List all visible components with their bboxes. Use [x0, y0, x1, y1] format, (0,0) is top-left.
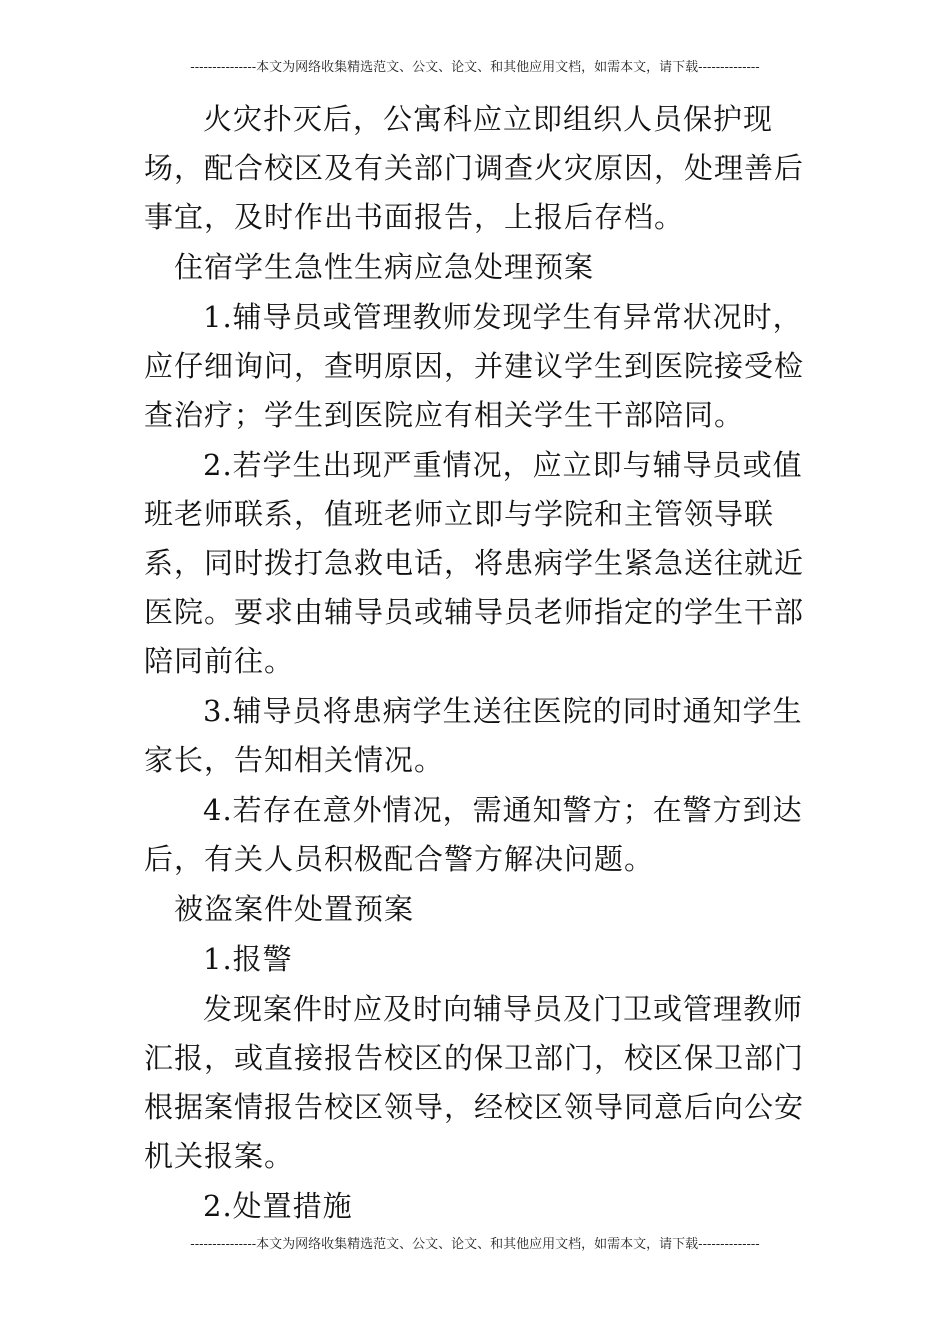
- paragraph-illness-step-2: 2.若学生出现严重情况，应立即与辅导员或值班老师联系，值班老师立即与学院和主管领导联系，同时拨打急救电话，将患病学生紧急送往就近医院。要求由辅导员或辅导员老师指定的学生干部陪同前往。: [144, 448, 805, 678]
- heading-theft-plan: 被盗案件处置预案: [174, 892, 415, 926]
- page-footer: ---------------本文为网络收集精选范文、公文、论文、和其他应用文档，如需本文，请下载--------------: [190, 1237, 760, 1252]
- heading-handling-measures: 2.处置措施: [203, 1189, 353, 1223]
- paragraph-report-procedure: 发现案件时应及时向辅导员及门卫或管理教师汇报，或直接报告校区的保卫部门，校区保卫部门根据案情报告校区领导，经校区领导同意后向公安机关报案。: [144, 992, 805, 1173]
- page-header: ---------------本文为网络收集精选范文、公文、论文、和其他应用文档，如需本文，请下载--------------: [190, 60, 760, 75]
- paragraph-illness-step-4: 4.若存在意外情况，需通知警方；在警方到达后，有关人员积极配合警方解决问题。: [144, 793, 803, 876]
- paragraph-illness-step-3: 3.辅导员将患病学生送往医院的同时通知学生家长，告知相关情况。: [144, 694, 803, 777]
- paragraph-fire-aftermath: 火灾扑灭后，公寓科应立即组织人员保护现场，配合校区及有关部门调查火灾原因，处理善后事宜，及时作出书面报告，上报后存档。: [144, 102, 805, 234]
- heading-report-police: 1.报警: [203, 942, 293, 976]
- document-body: [144, 95, 810, 1231]
- heading-illness-plan: 住宿学生急性生病应急处理预案: [174, 250, 595, 284]
- paragraph-illness-step-1: 1.辅导员或管理教师发现学生有异常状况时，应仔细询问，查明原因，并建议学生到医院接受检查治疗；学生到医院应有相关学生干部陪同。: [144, 300, 805, 432]
